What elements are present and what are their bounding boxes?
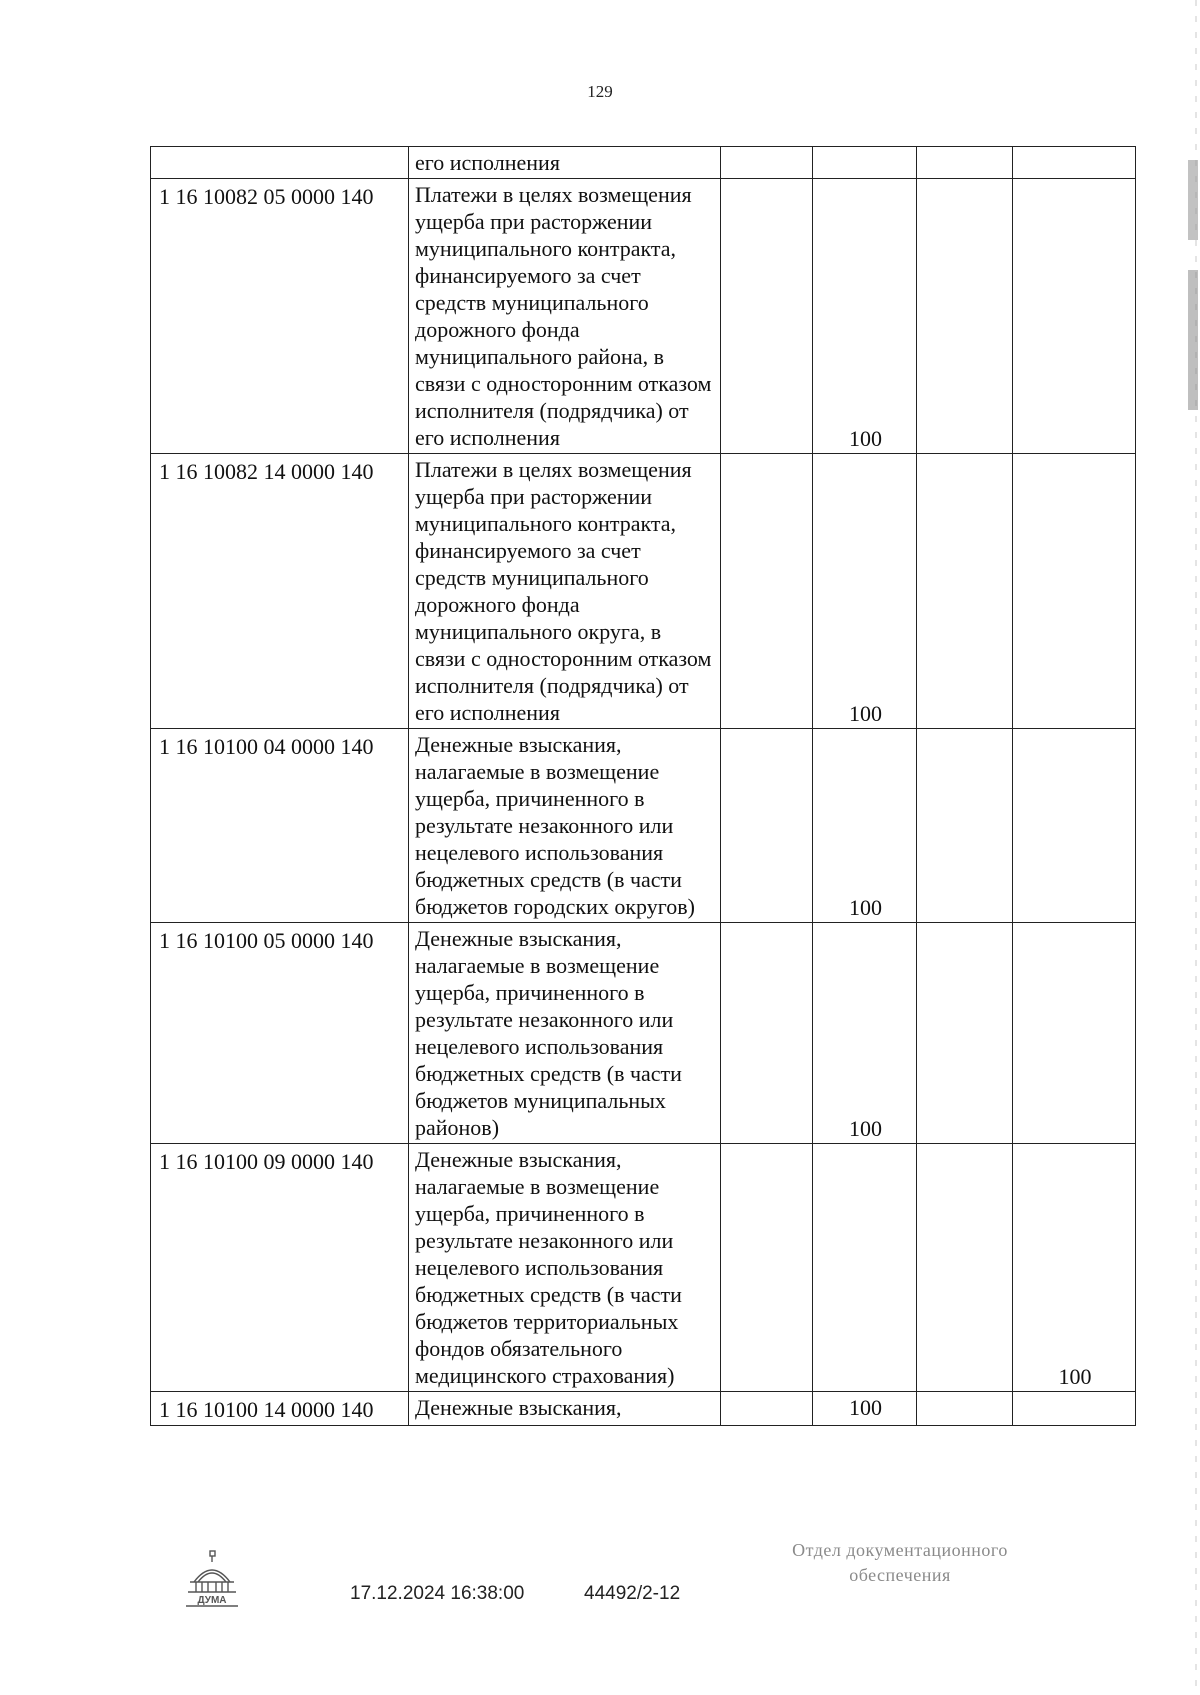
value-cell-1 — [721, 454, 813, 729]
budget-code: 1 16 10100 04 0000 140 — [151, 729, 409, 923]
value-cell-2: 100 — [813, 729, 917, 923]
value-cell-1 — [721, 147, 813, 179]
value-cell-3 — [917, 147, 1013, 179]
page-number: 129 — [587, 82, 613, 101]
row-description: Платежи в целях возмещения ущерба при расторжении муниципального контракта, финансируемого за счет средств муниципального дорожного фонда муниципального округа, в связи с односторонним отказом исполнителя (подрядчика) от его исполнения — [409, 454, 721, 729]
value-cell-2: 100 — [813, 454, 917, 729]
table-row — [151, 1144, 1136, 1392]
footer-doc-number: 44492/2-12 — [584, 1583, 681, 1604]
table-row — [151, 729, 1136, 923]
budget-code: 1 16 10100 09 0000 140 — [151, 1144, 409, 1392]
budget-table — [150, 146, 1136, 1426]
budget-code: 1 16 10100 14 0000 140 — [151, 1392, 409, 1426]
budget-code: 1 16 10082 05 0000 140 — [151, 179, 409, 454]
table-row — [151, 179, 1136, 454]
value-cell-2: 100 — [813, 923, 917, 1144]
duma-building-logo-icon — [180, 1548, 244, 1612]
budget-code: 1 16 10082 14 0000 140 — [151, 454, 409, 729]
scan-edge-decoration — [1182, 0, 1200, 1695]
logo-text: ДУМА — [197, 1595, 227, 1606]
stamp-line-1: Отдел документационного — [792, 1540, 1008, 1560]
value-cell-3 — [917, 179, 1013, 454]
footer-datetime: 17.12.2024 16:38:00 — [350, 1583, 525, 1604]
department-stamp — [740, 1538, 1060, 1588]
row-description: Платежи в целях возмещения ущерба при расторжении муниципального контракта, финансируемого за счет средств муниципального дорожного фонда муниципального района, в связи с односторонним отказом исполнителя (подрядчика) от его исполнения — [409, 179, 721, 454]
value-cell-1 — [721, 1392, 813, 1426]
value-cell-4 — [1013, 1392, 1136, 1426]
budget-code — [151, 147, 409, 179]
value-cell-1 — [721, 729, 813, 923]
value-cell-4 — [1013, 729, 1136, 923]
row-description: Денежные взыскания, налагаемые в возмещение ущерба, причиненного в результате незаконного или нецелевого использования бюджетных средств (в части бюджетов территориальных фондов обязательного медицинского страхования) — [409, 1144, 721, 1392]
table-row — [151, 1392, 1136, 1426]
stamp-line-2: обеспечения — [849, 1565, 951, 1585]
value-cell-2: 100 — [813, 1392, 917, 1426]
value-cell-2 — [813, 1144, 917, 1392]
value-cell-4 — [1013, 923, 1136, 1144]
value-cell-3 — [917, 923, 1013, 1144]
table-row — [151, 923, 1136, 1144]
budget-code: 1 16 10100 05 0000 140 — [151, 923, 409, 1144]
value-cell-1 — [721, 179, 813, 454]
value-cell-2 — [813, 147, 917, 179]
value-cell-4 — [1013, 454, 1136, 729]
value-cell-3 — [917, 729, 1013, 923]
value-cell-3 — [917, 1392, 1013, 1426]
table-row — [151, 147, 1136, 179]
row-description: его исполнения — [409, 147, 721, 179]
value-cell-4 — [1013, 179, 1136, 454]
row-description: Денежные взыскания, налагаемые в возмещение ущерба, причиненного в результате незаконного или нецелевого использования бюджетных средств (в части бюджетов муниципальных районов) — [409, 923, 721, 1144]
table-row — [151, 454, 1136, 729]
value-cell-3 — [917, 454, 1013, 729]
row-description: Денежные взыскания, налагаемые в возмещение ущерба, причиненного в результате незаконного или нецелевого использования бюджетных средств (в части бюджетов городских округов) — [409, 729, 721, 923]
value-cell-4 — [1013, 147, 1136, 179]
value-cell-1 — [721, 923, 813, 1144]
value-cell-1 — [721, 1144, 813, 1392]
value-cell-3 — [917, 1144, 1013, 1392]
row-description: Денежные взыскания, — [409, 1392, 721, 1426]
value-cell-2: 100 — [813, 179, 917, 454]
value-cell-4: 100 — [1013, 1144, 1136, 1392]
